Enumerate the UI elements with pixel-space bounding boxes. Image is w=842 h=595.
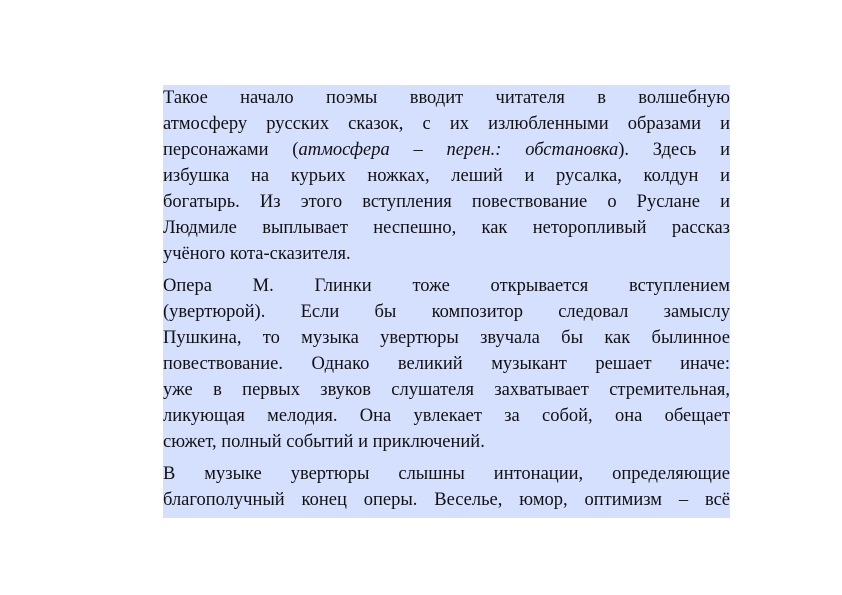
text-line: благополучный конец оперы. Веселье, юмор, оптимизм – всё bbox=[163, 490, 730, 510]
text-line: атмосферу русских сказок, с их излюбленными образами и bbox=[163, 114, 730, 134]
text-segment: персонажами ( bbox=[163, 140, 299, 160]
text-line: уже в первых звуков слушателя захватывает стремительная, bbox=[163, 380, 730, 400]
text-line: избушка на курьих ножках, леший и русалка, колдун и bbox=[163, 166, 730, 186]
text-line: учёного кота-сказителя. bbox=[163, 244, 351, 264]
text-line: (увертюрой). Если бы композитор следовал замыслу bbox=[163, 302, 730, 322]
text-line-with-italic bbox=[163, 137, 730, 163]
text-line: Пушкина, то музыка увертюры звучала бы как былинное bbox=[163, 328, 730, 348]
italic-definition: атмосфера – перен.: обстановка bbox=[298, 140, 619, 160]
paragraph-2 bbox=[163, 273, 730, 455]
text-line: богатырь. Из этого вступления повествование о Руслане и bbox=[163, 192, 730, 212]
paragraph-3 bbox=[163, 461, 730, 513]
text-segment: ). Здесь и bbox=[618, 140, 730, 160]
text-line: В музыке увертюры слышны интонации, определяющие bbox=[163, 464, 730, 484]
text-line: Людмиле выплывает неспешно, как неторопливый рассказ bbox=[163, 218, 730, 238]
paragraph-1 bbox=[163, 85, 730, 267]
text-line: ликующая мелодия. Она увлекает за собой, она обещает bbox=[163, 406, 730, 426]
text-line: Такое начало поэмы вводит читателя в волшебную bbox=[163, 88, 730, 108]
document-text-block bbox=[163, 85, 730, 518]
text-line: Опера М. Глинки тоже открывается вступлением bbox=[163, 276, 730, 296]
text-line: сюжет, полный событий и приключений. bbox=[163, 432, 485, 452]
text-line: повествование. Однако великий музыкант решает иначе: bbox=[163, 354, 730, 374]
